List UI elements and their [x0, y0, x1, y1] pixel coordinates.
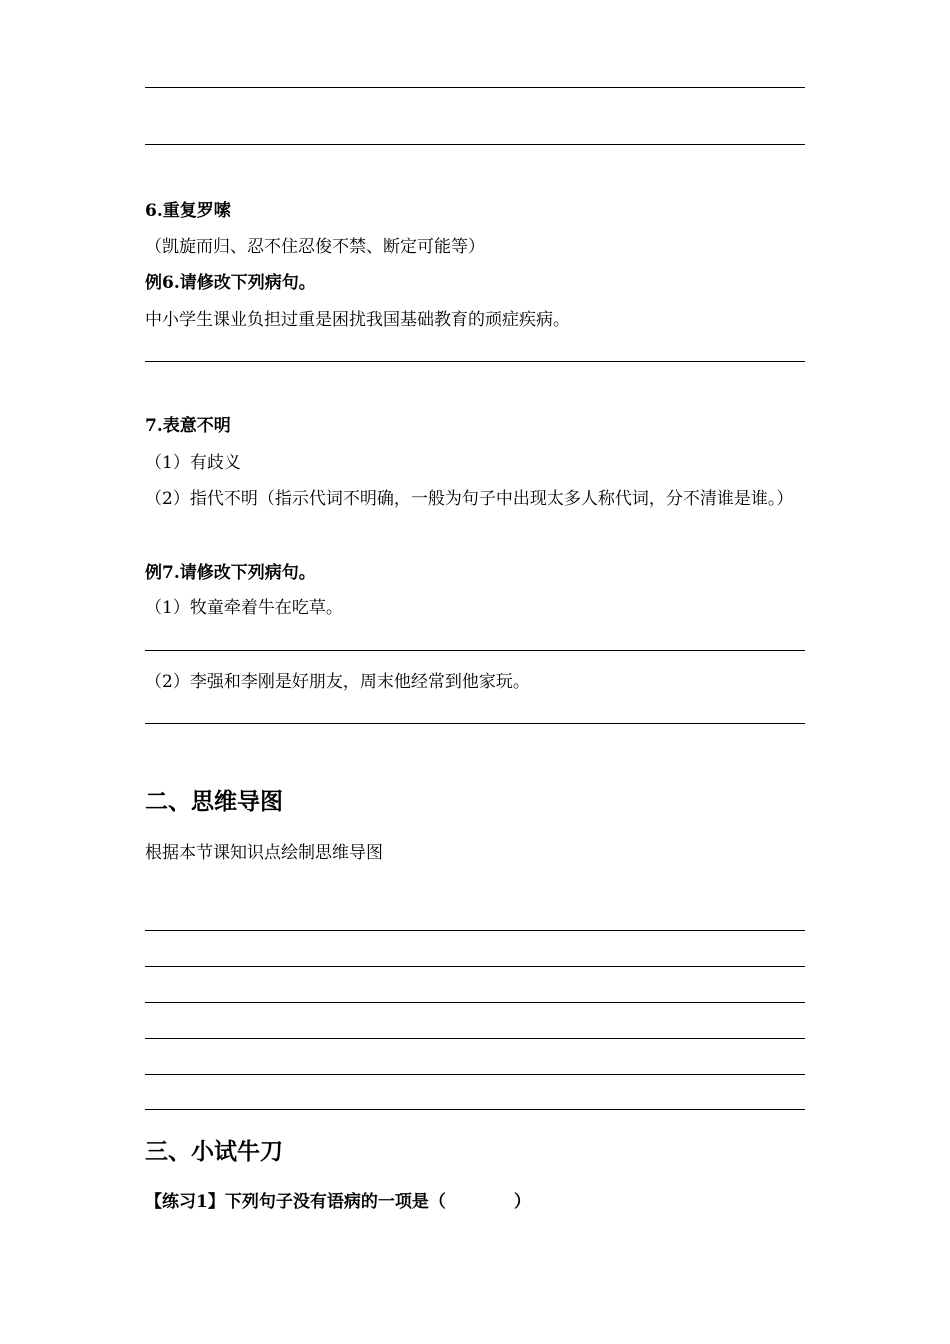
mind-map-line: [145, 930, 805, 931]
example-7-sentence-1: （1）牧童牵着牛在吃草。: [145, 598, 343, 618]
answer-line: [145, 87, 805, 88]
example-7-sentence-2: （2）李强和李刚是好朋友，周末他经常到他家玩。: [145, 672, 530, 692]
section-6-title: 6.重复罗嗦: [145, 201, 231, 221]
mind-map-line: [145, 1109, 805, 1110]
mind-map-line: [145, 1038, 805, 1039]
section-7-item-1: （1）有歧义: [145, 453, 241, 473]
example-6-title: 例6.请修改下列病句。: [145, 273, 316, 293]
section-6-note: （凯旋而归、忍不住忍俊不禁、断定可能等）: [145, 237, 485, 257]
section-7-item-2: （2）指代不明（指示代词不明确，一般为句子中出现太多人称代词，分不清谁是谁。）: [145, 489, 794, 509]
answer-line: [145, 361, 805, 362]
section-7-title: 7.表意不明: [145, 416, 231, 436]
mind-map-line: [145, 1074, 805, 1075]
answer-line: [145, 144, 805, 145]
mind-map-line: [145, 966, 805, 967]
exercise-1: 【练习1】下列句子没有语病的一项是（ ）: [145, 1192, 531, 1212]
part-3-heading: 三、小试牛刀: [145, 1138, 283, 1165]
answer-line: [145, 650, 805, 651]
mind-map-line: [145, 1002, 805, 1003]
answer-line: [145, 723, 805, 724]
example-7-title: 例7.请修改下列病句。: [145, 563, 316, 583]
example-6-sentence: 中小学生课业负担过重是困扰我国基础教育的顽症疾病。: [145, 310, 570, 330]
part-2-heading: 二、思维导图: [145, 788, 283, 815]
part-2-instruction: 根据本节课知识点绘制思维导图: [145, 843, 383, 863]
